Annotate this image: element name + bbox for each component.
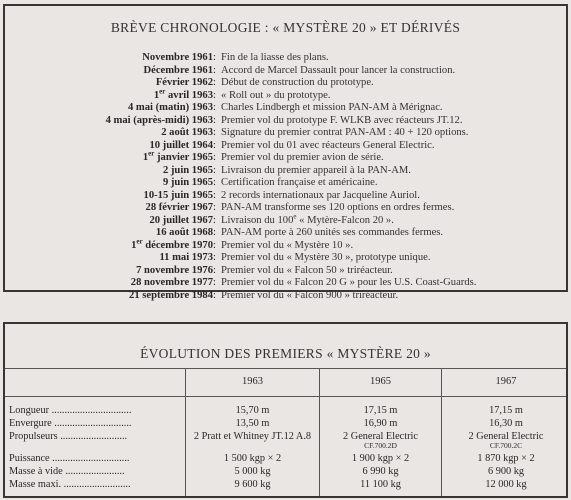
chronology-date: 20 juillet 1967 bbox=[149, 214, 213, 226]
chronology-date: 4 mai (après-midi) 1963 bbox=[105, 114, 213, 126]
date-part: 1 bbox=[153, 89, 160, 101]
chronology-row bbox=[5, 202, 566, 215]
chronology-date: 7 novembre 1976 bbox=[136, 264, 213, 276]
chronology-date: 2 juin 1965 bbox=[162, 164, 213, 176]
chronology-row bbox=[5, 140, 566, 153]
separator: : bbox=[213, 114, 216, 126]
chronology-row bbox=[5, 115, 566, 128]
table-cell: 11 100 kg bbox=[360, 479, 401, 490]
chronology-date: 9 juin 1965 bbox=[162, 177, 213, 188]
chronology-row bbox=[5, 65, 566, 78]
chronology-event: 2 records internationaux par Jacqueline Auriol. bbox=[221, 189, 420, 201]
chronology-date: 28 novembre 1977 bbox=[130, 277, 213, 288]
separator: : bbox=[213, 102, 216, 113]
chronology-panel bbox=[3, 4, 568, 301]
propulseurs-value: 2 Pratt et Whitney JT.12 A.8 bbox=[193, 431, 312, 442]
table-cell: 6 990 kg bbox=[362, 466, 399, 477]
table-cell bbox=[320, 431, 441, 450]
chronology-event: Certification française et américaine. bbox=[221, 177, 378, 188]
table-cell: 17,15 m bbox=[489, 405, 523, 416]
table-cell: 16,90 m bbox=[363, 418, 398, 429]
year-header: 1965 bbox=[370, 376, 391, 387]
table-cell: 9 600 kg bbox=[234, 479, 271, 490]
chronology-date: 4 mai (matin) 1963 bbox=[127, 102, 213, 113]
chronology-list bbox=[5, 52, 566, 302]
chronology-row bbox=[5, 211, 566, 228]
separator: : bbox=[213, 127, 216, 138]
date-part: avril 1963 bbox=[165, 89, 213, 101]
separator: : bbox=[213, 289, 216, 301]
chronology-event: Fin de la liasse des plans. bbox=[221, 52, 329, 63]
chronology-row bbox=[5, 86, 566, 103]
separator: : bbox=[213, 264, 216, 276]
chronology-event: Signature du premier contrat PAN-AM : 40 + 120 options. bbox=[221, 127, 469, 138]
table-cell bbox=[442, 431, 570, 450]
chronology-row bbox=[5, 165, 566, 178]
table-cell: 17,15 m bbox=[363, 405, 398, 416]
table-cell: 1 500 kgp × 2 bbox=[223, 453, 282, 464]
chronology-event: Accord de Marcel Dassault pour lancer la construction. bbox=[221, 64, 456, 76]
separator: : bbox=[213, 189, 216, 201]
date-sup: er bbox=[148, 149, 155, 158]
event-sup: e bbox=[293, 211, 297, 220]
chronology-event: Charles Lindbergh et mission PAN-AM à Mérignac. bbox=[221, 102, 443, 113]
table-cell: 6 900 kg bbox=[487, 466, 525, 477]
spec-label-puissance: Puissance .............................. bbox=[9, 453, 130, 464]
chronology-row bbox=[5, 265, 566, 278]
separator: : bbox=[213, 177, 216, 188]
chronology-event: PAN-AM porte à 260 unités ses commandes fermes. bbox=[221, 227, 444, 238]
spec-label-masse-vide: Masse à vide ....................... bbox=[9, 466, 125, 477]
chronology-date: 21 septembre 1984 bbox=[129, 289, 213, 301]
chronology-date: 10-15 juin 1965 bbox=[143, 189, 213, 201]
chronology-row bbox=[5, 127, 566, 140]
table-cell: 15,70 m bbox=[235, 405, 270, 416]
chronology-date: 10 juillet 1964 bbox=[149, 139, 213, 151]
chronology-row bbox=[5, 227, 566, 240]
year-header: 1963 bbox=[242, 376, 263, 387]
date-part: janvier 1965 bbox=[154, 152, 213, 163]
chronology-date: Décembre 1961 bbox=[143, 64, 213, 76]
propulseurs-value: 2 General Electric bbox=[343, 431, 418, 442]
chronology-event: Début de construction du prototype. bbox=[221, 77, 374, 88]
spec-label-propulseurs: Propulseurs .......................... bbox=[9, 431, 128, 442]
event-part: « Mytère-Falcon 20 ». bbox=[296, 214, 394, 226]
chronology-date: 28 février 1967 bbox=[145, 202, 213, 213]
chronology-event: Premier vol du premier avion de série. bbox=[221, 152, 384, 163]
chronology-event: Livraison du premier appareil à la PAN-AM. bbox=[221, 164, 411, 176]
chronology-row bbox=[5, 77, 566, 90]
chronology-date: Février 1962 bbox=[155, 77, 213, 88]
evolution-title: ÉVOLUTION DES PREMIERS « MYSTÈRE 20 » bbox=[140, 346, 431, 361]
table-cell: 5 000 kg bbox=[234, 466, 271, 477]
evolution-panel bbox=[3, 322, 568, 498]
separator: : bbox=[213, 252, 216, 263]
event-part: Livraison du 100 bbox=[221, 214, 294, 226]
chronology-row bbox=[5, 149, 566, 165]
date-sup: er bbox=[136, 236, 143, 245]
chronology-date bbox=[5, 86, 213, 103]
chronology-date: Novembre 1961 bbox=[142, 52, 213, 63]
date-part: 1 bbox=[131, 239, 137, 251]
table-cell: 16,30 m bbox=[489, 418, 523, 429]
separator: : bbox=[213, 64, 216, 76]
date-part: décembre 1970 bbox=[142, 239, 213, 251]
propulseurs-value: 2 General Electric bbox=[468, 431, 544, 442]
engine-model: CF.700.2D bbox=[364, 441, 397, 450]
chronology-row bbox=[5, 236, 566, 253]
separator: : bbox=[213, 227, 216, 238]
table-cell bbox=[186, 431, 319, 442]
table-header-bottom-rule bbox=[5, 396, 566, 397]
chronology-event: PAN-AM transforme ses 120 options en ordres fermes. bbox=[221, 202, 455, 213]
separator: : bbox=[213, 152, 216, 163]
year-header: 1967 bbox=[495, 376, 517, 387]
separator: : bbox=[213, 214, 216, 226]
table-header-top-rule bbox=[5, 368, 566, 369]
chronology-date: 11 mai 1973 bbox=[159, 252, 213, 263]
chronology-row bbox=[5, 290, 566, 303]
chronology-row bbox=[5, 277, 566, 290]
chronology-event: « Roll out » du prototype. bbox=[221, 89, 331, 101]
chronology-date bbox=[5, 236, 213, 253]
chronology-row bbox=[5, 177, 566, 190]
chronology-event: Premier vol du « Mystère 10 ». bbox=[221, 239, 354, 251]
table-cell: 13,50 m bbox=[235, 418, 270, 429]
chronology-event: Premier vol du 01 avec réacteurs General Electric. bbox=[221, 139, 435, 151]
chronology-date: 16 août 1968 bbox=[155, 227, 213, 238]
chronology-event: Premier vol du « Falcon 900 » triréacteur. bbox=[221, 289, 399, 301]
table-cell: 1 900 kgp × 2 bbox=[351, 453, 410, 464]
chronology-date bbox=[5, 149, 213, 165]
chronology-event: Premier vol du « Falcon 50 » triréacteur. bbox=[221, 264, 393, 276]
separator: : bbox=[213, 202, 216, 213]
separator: : bbox=[213, 139, 216, 151]
chronology-date: 2 août 1963 bbox=[161, 127, 213, 138]
table-cell: 12 000 kg bbox=[485, 479, 527, 490]
separator: : bbox=[213, 77, 216, 88]
table-cell: 1 870 kgp × 2 bbox=[477, 453, 535, 464]
spec-label-masse-maxi: Masse maxi. .......................... bbox=[9, 479, 131, 490]
chronology-row bbox=[5, 252, 566, 265]
spec-label-longueur: Longueur ............................... bbox=[9, 405, 132, 416]
date-sup: er bbox=[159, 86, 166, 95]
chronology-title: BRÈVE CHRONOLOGIE : « MYSTÈRE 20 » ET DÉRIVÉS bbox=[110, 20, 461, 35]
chronology-event bbox=[219, 211, 394, 228]
separator: : bbox=[213, 164, 216, 176]
separator: : bbox=[213, 239, 216, 251]
chronology-row bbox=[5, 102, 566, 115]
spec-label-envergure: Envergure .............................. bbox=[9, 418, 132, 429]
separator: : bbox=[213, 52, 216, 63]
chronology-row bbox=[5, 190, 566, 203]
engine-model: CF.700.2C bbox=[489, 441, 523, 450]
date-part: 1 bbox=[142, 152, 149, 163]
chronology-event: Premier vol du « Falcon 20 G » pour les U.S. Coast-Guards. bbox=[221, 277, 477, 288]
chronology-event: Premier vol du prototype F. WLKB avec réacteurs JT.12. bbox=[221, 114, 463, 126]
separator: : bbox=[213, 277, 216, 288]
chronology-event: Premier vol du « Mystère 30 », prototype unique. bbox=[221, 252, 431, 263]
separator: : bbox=[213, 89, 216, 101]
chronology-row bbox=[5, 52, 566, 65]
